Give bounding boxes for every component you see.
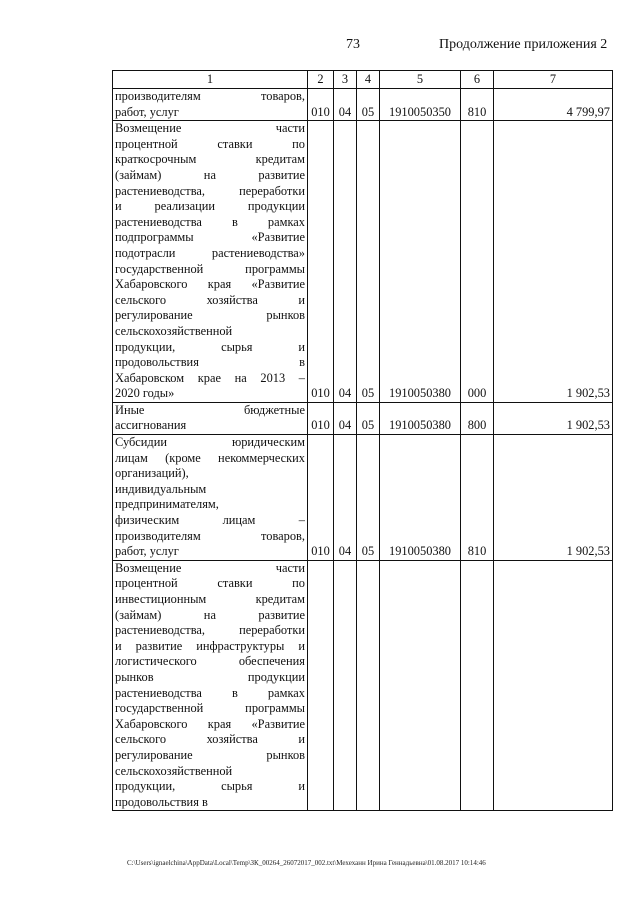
- budget-table: [112, 70, 613, 811]
- subsection-code: [357, 560, 380, 811]
- description-line: ассигнования: [115, 418, 187, 433]
- description-line: подпрограммы «Развитие: [115, 230, 305, 245]
- description-line: работ, услуг: [115, 104, 179, 119]
- column-header: 5: [380, 71, 461, 89]
- ministry-code: 010: [308, 435, 334, 561]
- column-header: 6: [461, 71, 494, 89]
- amount-value: 4 799,97: [494, 89, 613, 121]
- description-line: растениеводства в рамках: [115, 214, 305, 229]
- description-line: (займам) на развитие: [115, 167, 305, 182]
- description-line: Возмещение части: [115, 121, 305, 136]
- section-code: [334, 560, 357, 811]
- expense-type-code: 800: [461, 402, 494, 434]
- appendix-title: Продолжение приложения 2: [439, 37, 608, 52]
- description-line: Хабаровского края «Развитие: [115, 716, 305, 731]
- row-description: [113, 121, 308, 403]
- description-line: растениеводства в рамках: [115, 685, 305, 700]
- description-line: сельскохозяйственной: [115, 763, 233, 778]
- description-line: государственной программы: [115, 701, 305, 716]
- description-line: физическим лицам –: [115, 513, 305, 528]
- target-article-code: 1910050350: [380, 89, 461, 121]
- column-header: 4: [357, 71, 380, 89]
- amount-value: [494, 560, 613, 811]
- table-row: [113, 435, 613, 561]
- description-line: регулирование рынков: [115, 308, 305, 323]
- description-line: Возмещение части: [115, 560, 305, 575]
- ministry-code: [308, 560, 334, 811]
- expense-type-code: 810: [461, 435, 494, 561]
- description-line: краткосрочным кредитам: [115, 152, 305, 167]
- description-line: Хабаровском крае на 2013 –: [115, 370, 305, 385]
- table-row: [113, 402, 613, 434]
- description-line: сельскохозяйственной: [115, 323, 233, 338]
- section-code: 04: [334, 402, 357, 434]
- description-line: рынков продукции: [115, 669, 305, 684]
- description-line: продовольствия в: [115, 794, 208, 809]
- ministry-code: 010: [308, 89, 334, 121]
- description-line: государственной программы: [115, 261, 305, 276]
- expense-type-code: [461, 560, 494, 811]
- amount-value: 1 902,53: [494, 402, 613, 434]
- table-row: [113, 560, 613, 811]
- description-line: Хабаровского края «Развитие: [115, 277, 305, 292]
- description-line: (займам) на развитие: [115, 607, 305, 622]
- description-line: сельского хозяйства и: [115, 292, 305, 307]
- description-line: предпринимателям,: [115, 497, 219, 512]
- row-description: [113, 402, 308, 434]
- table-row: [113, 89, 613, 121]
- column-header: 7: [494, 71, 613, 89]
- target-article-code: 1910050380: [380, 121, 461, 403]
- table-header-row: [113, 71, 613, 89]
- description-line: продукции, сырья и: [115, 339, 305, 354]
- subsection-code: 05: [357, 435, 380, 561]
- description-line: производителям товаров,: [115, 528, 305, 543]
- description-line: растениеводства, переработки: [115, 623, 305, 638]
- section-code: 04: [334, 435, 357, 561]
- footer-file-path: C:\Users\ignaelchina\AppData\Local\Temp\ЗК_00264_26072017_002.txt\Мехеханн Ирина Геннадьевна\01.08.2017 10:14:46: [127, 859, 486, 867]
- column-header: 3: [334, 71, 357, 89]
- amount-value: 1 902,53: [494, 435, 613, 561]
- description-line: подотрасли растениеводства»: [115, 245, 305, 260]
- description-line: Субсидии юридическим: [115, 435, 305, 450]
- description-line: продовольствия в: [115, 355, 305, 370]
- table-body: [113, 89, 613, 811]
- row-description: [113, 560, 308, 811]
- row-description: [113, 435, 308, 561]
- description-line: производителям товаров,: [115, 89, 305, 103]
- description-line: сельского хозяйства и: [115, 732, 305, 747]
- column-header: 2: [308, 71, 334, 89]
- description-line: работ, услуг: [115, 544, 179, 559]
- target-article-code: 1910050380: [380, 402, 461, 434]
- expense-type-code: 810: [461, 89, 494, 121]
- target-article-code: [380, 560, 461, 811]
- description-line: растениеводства, переработки: [115, 183, 305, 198]
- description-line: индивидуальным: [115, 481, 207, 496]
- description-line: лицам (кроме некоммерческих: [115, 450, 305, 465]
- subsection-code: 05: [357, 89, 380, 121]
- description-line: процентной ставки по: [115, 576, 305, 591]
- description-line: и реализации продукции: [115, 199, 305, 214]
- ministry-code: 010: [308, 121, 334, 403]
- description-line: инвестиционным кредитам: [115, 592, 305, 606]
- description-line: процентной ставки по: [115, 136, 305, 151]
- expense-type-code: 000: [461, 121, 494, 403]
- description-line: продукции, сырья и: [115, 779, 305, 794]
- amount-value: 1 902,53: [494, 121, 613, 403]
- section-code: 04: [334, 89, 357, 121]
- section-code: 04: [334, 121, 357, 403]
- description-line: организаций),: [115, 466, 189, 481]
- description-line: Иные бюджетные: [115, 402, 305, 417]
- row-description: [113, 89, 308, 121]
- page-number: 73: [346, 37, 360, 52]
- description-line: логистического обеспечения: [115, 654, 305, 669]
- subsection-code: 05: [357, 402, 380, 434]
- description-line: регулирование рынков: [115, 747, 305, 762]
- column-header: 1: [113, 71, 308, 89]
- description-line: 2020 годы»: [115, 386, 175, 401]
- target-article-code: 1910050380: [380, 435, 461, 561]
- ministry-code: 010: [308, 402, 334, 434]
- description-line: и развитие инфраструктуры и: [115, 638, 305, 653]
- table-row: [113, 121, 613, 403]
- subsection-code: 05: [357, 121, 380, 403]
